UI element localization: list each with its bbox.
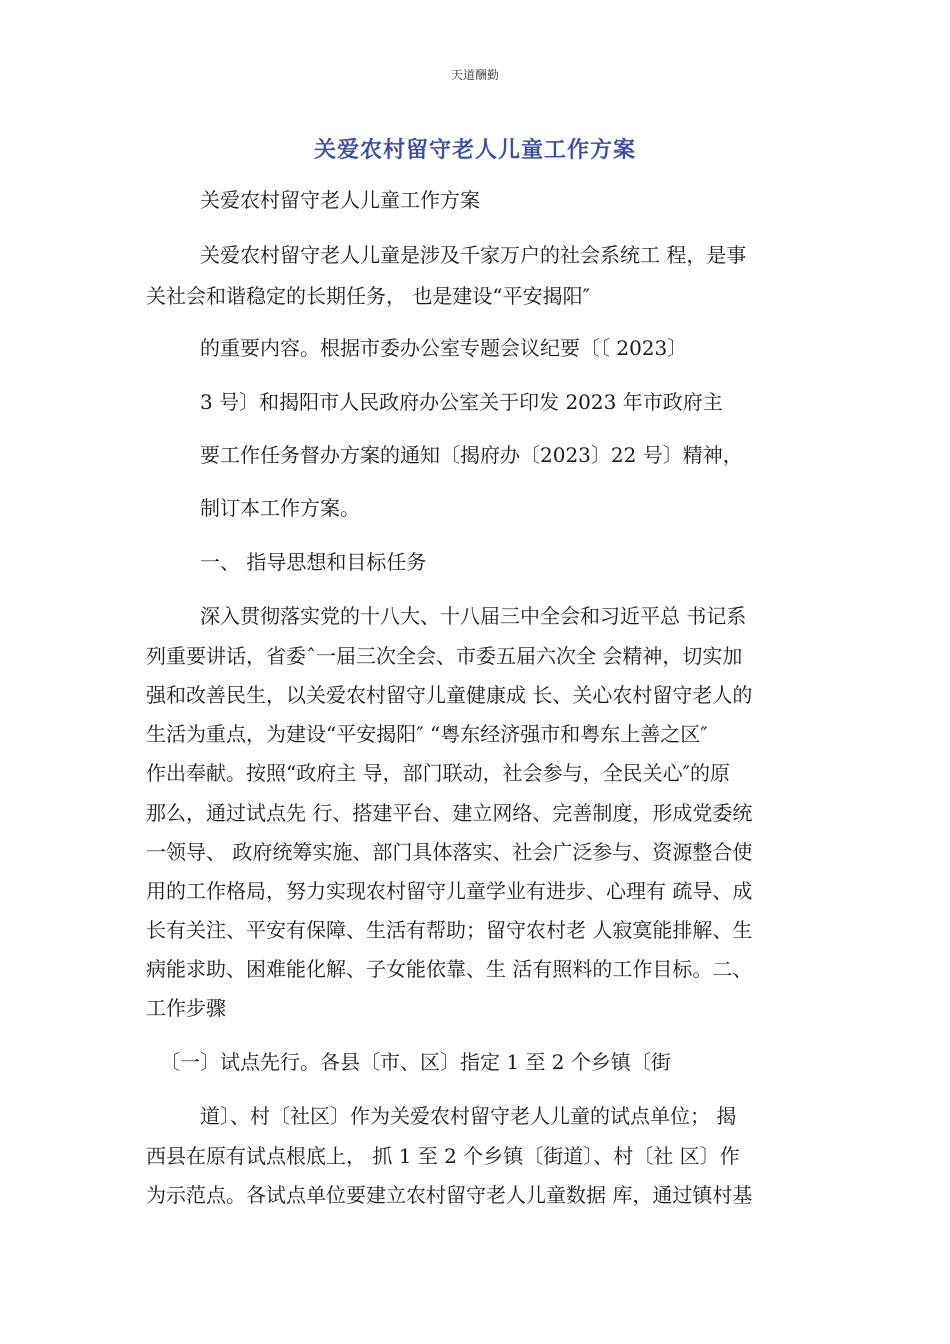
body-line: 工作步骤 bbox=[146, 996, 226, 1020]
body-line: 生活为重点，为建设“平安揭阳″ “粤东经济强市和粤东上善之区″ bbox=[146, 722, 708, 746]
body-line: 的重要内容。根据市委办公室专题会议纪要〔〔 2023〕 bbox=[200, 336, 688, 360]
page-header: 天道酬勤 bbox=[450, 68, 499, 82]
body-line: 深入贯彻落实党的十八大、十八届三中全会和习近平总 书记系 bbox=[200, 604, 747, 628]
body-line: 为示范点。各试点单位要建立农村留守老人儿童数据 库，通过镇村基 bbox=[146, 1183, 753, 1207]
body-line: 要工作任务督办方案的通知〔揭府办〔2023〕22 号〕精神， bbox=[200, 443, 743, 467]
document-title: 关爱农村留守老人儿童工作方案 bbox=[313, 138, 636, 163]
body-line: 3 号〕和揭阳市人民政府办公室关于印发 2023 年市政府主 bbox=[200, 390, 723, 414]
body-line: 〔一〕试点先行。各县〔市、区〕指定 1 至 2 个乡镇〔街 bbox=[160, 1050, 671, 1074]
body-line: 制订本工作方案。 bbox=[200, 496, 360, 520]
body-line: 道〕、村〔社区〕作为关爱农村留守老人儿童的试点单位； 揭 bbox=[200, 1104, 737, 1128]
body-line: 一领导、 政府统筹实施、部门具体落实、社会广泛参与、资源整合使 bbox=[146, 840, 753, 864]
body-line: 那么，通过试点先 行、搭建平台、建立网络、完善制度，形成党委统 bbox=[146, 801, 753, 825]
body-line: 长有关注、平安有保障、生活有帮助；留守农村老 人寂寞能排解、生 bbox=[146, 918, 753, 942]
subtitle-line: 关爱农村留守老人儿童工作方案 bbox=[200, 188, 480, 212]
section-heading: 一、 指导思想和目标任务 bbox=[200, 550, 427, 574]
body-line: 用的工作格局，努力实现农村留守儿童学业有进步、心理有 疏导、成 bbox=[146, 879, 753, 903]
body-line: 西县在原有试点根底上， 抓 1 至 2 个乡镇〔街道〕、村〔社 区〕作 bbox=[146, 1144, 740, 1168]
body-line: 列重要讲话，省委ˆ一届三次全会、市委五届六次全 会精神，切实加 bbox=[146, 644, 743, 668]
body-line: 病能求助、困难能化解、子女能依靠、生 活有照料的工作目标。二、 bbox=[146, 957, 753, 981]
body-line: 关社会和谐稳定的长期任务， 也是建设“平安揭阳″ bbox=[146, 284, 591, 308]
body-line: 关爱农村留守老人儿童是涉及千家万户的社会系统工 程，是事 bbox=[200, 243, 747, 267]
body-line: 作出奉献。按照“政府主 导，部门联动，社会参与，全民关心″的原 bbox=[146, 761, 731, 785]
body-line: 强和改善民生，以关爱农村留守儿童健康成 长、关心农村留守老人的 bbox=[146, 683, 753, 707]
